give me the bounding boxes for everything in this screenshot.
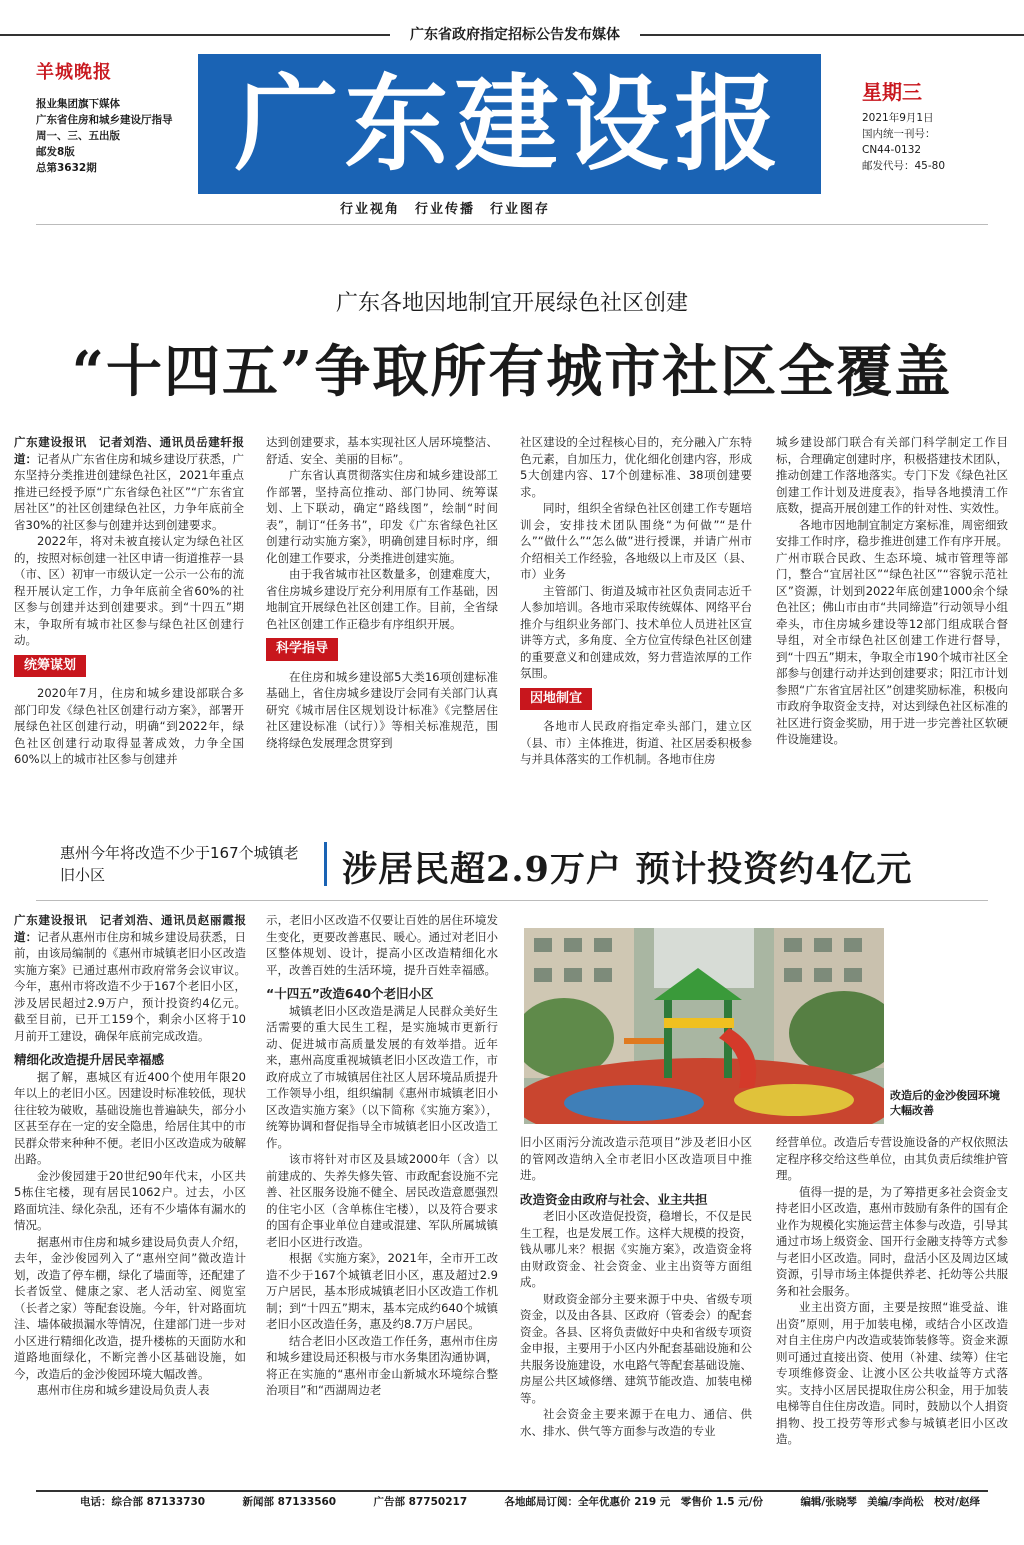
masthead-slogan: 行业视角 行业传播 行业图存 — [340, 202, 551, 217]
paragraph: 在住房和城乡建设部5大类16项创建标准基础上，省住房城乡建设厅会同有关部门认真研究《城市居住区规划设计标准》《完整居住社区建设标准（试行）》等相关标准规范，围绕将绿色发展理念贯穿到 — [266, 669, 498, 750]
issue-date: 2021年9月1日 — [862, 112, 934, 124]
paragraph: 金沙俊园建于20世纪90年代末，小区共5栋住宅楼，现有居民1062户。过去，小区路面坑洼、绿化杂乱，还有不少墙体有漏水的情况。 — [14, 1168, 246, 1232]
weekday: 星期三 — [862, 80, 922, 104]
section-tag: 因地制宜 — [520, 688, 592, 711]
section-tag: 统筹谋划 — [14, 655, 86, 678]
footer-ads: 广告部 87750217 — [373, 1496, 468, 1508]
meta-line: 广东省住房和城乡建设厅指导 — [36, 114, 173, 126]
footer-news: 新闻部 87133560 — [242, 1496, 337, 1508]
meta-line: 总第3632期 — [36, 162, 97, 174]
paragraph: 值得一提的是，为了筹措更多社会资金支持老旧小区改造，惠州市鼓励有条件的国有企业作为规模化实施运营主体参与改造，引导其通过市场上级资金、国开行金融支持等方式参与老旧小区改造。同时，盘活小区及周边区域资源，引导市场主体提供养老、托幼等公共服务和社会服务。 — [776, 1184, 1008, 1298]
article1-col1 — [14, 434, 244, 768]
paragraph: 城乡建设部门联合有关部门科学制定工作目标，合理确定创建时序，积极搭建技术团队，推动创建工作落地落实。专门下发《绿色社区创建工作计划及进度表》，指导各地摸清工作底数，提高开展创建工作的针对性、实效性。 — [776, 435, 1008, 515]
photo-caption: 改造后的金沙俊园环境大幅改善 — [890, 1089, 1000, 1117]
kicker-divider — [324, 842, 327, 886]
footer-editors: 编辑/张晓琴 美编/李尚松 校对/赵绎 — [800, 1496, 980, 1508]
paragraph: 记者从惠州市住房和城乡建设局获悉，日前，由该局编制的《惠州市城镇老旧小区改造实施方案》已通过惠州市政府常务会议审议。今年，惠州市将改造不少于167个老旧小区，涉及居民超过2.9万户，预计投资约4亿元。截至目前，已开工159个，剩余小区将于10月前开工建设，确保年底前完成改造。 — [14, 929, 247, 1043]
header-divider — [36, 224, 988, 225]
subhead: “十四五”改造640个老旧小区 — [266, 986, 434, 1001]
article1-col4 — [776, 434, 1008, 748]
left-meta — [36, 96, 206, 176]
article2-col2 — [266, 912, 498, 1399]
paragraph: 结合老旧小区改造工作任务，惠州市住房和城乡建设局还积极与市水务集团沟通协调，将正在实施的“惠州市金山新城水环境综合整治项目”和“西湖周边老 — [266, 1333, 498, 1397]
paragraph: 由于我省城市社区数量多，创建难度大，省住房城乡建设厅充分利用原有工作基础，因地制宜开展绿色社区创建工作。目前，全省绿色社区创建工作正稳步有序组织开展。 — [266, 567, 498, 631]
footer-rule — [36, 1490, 988, 1492]
article2-col4 — [776, 1134, 1008, 1448]
paragraph: 经营单位。改造后专营设施设备的产权依照法定程序移交给这些单位，由其负责后续维护管理。 — [776, 1135, 1008, 1182]
section-tag: 科学指导 — [266, 638, 338, 661]
paragraph: 该市将针对市区及县域2000年（含）以前建成的、失养失修失管、市政配套设施不完善、社区服务设施不健全、居民改造意愿强烈的住宅小区（含单栋住宅楼），以及符合要求的国有企事业单位自建或混建、军队所属城镇老旧小区进行改造。 — [266, 1152, 498, 1249]
paragraph: 据了解，惠城区有近400个使用年限20年以上的老旧小区。因建设时标准较低，现状往往较为破败，基础设施也普遍缺失，部分小区甚至存在一定的安全隐患，给居住其中的市民群众带来种种不便。老旧小区改造成为破解出路。 — [14, 1069, 246, 1166]
paragraph: 广东省认真贯彻落实住房和城乡建设部工作部署，坚持高位推动、部门协同、统筹谋划、上下联动，确定“路线图”，绘制“时间表”，制订“任务书”，印发《广东省绿色社区创建行动实施方案》，明确创建目标时序，细化创建工作要求，分类推进创建实施。 — [266, 468, 498, 565]
paragraph: 城镇老旧小区改造是满足人民群众美好生活需要的重大民生工程，是实施城市更新行动、促进城市高质量发展的有效举措。近年来，惠州高度重视城镇老旧小区改造工作，市政府成立了市城镇居住社区人居环境品质提升工作领导小组，组织编制《惠州市城镇老旧小区改造实施方案》（以下简称《实施方案》），统筹协调和督促指导全市城镇老旧小区改造工作。 — [266, 1003, 498, 1150]
footer-subscribe: 各地邮局订阅：全年优惠价 219 元 零售价 1.5 元/份 — [504, 1496, 764, 1508]
paragraph: 根据《实施方案》，2021年，全市开工改造不少于167个城镇老旧小区，惠及超过2.9万户居民，基本形成城镇老旧小区改造工作机制；到“十四五”期末，基本完成约640个城镇老旧小区改造任务，惠及约8.7万户居民。 — [266, 1251, 498, 1331]
footer-phone: 电话：综合部 87133730 — [80, 1496, 206, 1508]
subhead: 精细化改造提升居民幸福感 — [14, 1052, 165, 1067]
paragraph: 2020年7月，住房和城乡建设部联合多部门印发《绿色社区创建行动方案》，部署开展绿色社区创建行动，明确“到2022年，绿色社区创建行动取得显著成效，力争全国60%以上的城市社区参与创建并 — [14, 686, 244, 766]
meta-line: 邮发8版 — [36, 146, 75, 158]
playground-photo — [524, 928, 884, 1124]
meta-line: 周一、三、五出版 — [36, 130, 120, 142]
byline: 广东建设报讯 记者刘浩、通讯员赵丽霞报道： — [14, 913, 246, 944]
meta-line: CN44-0132 — [862, 144, 922, 156]
paragraph: 2022年，将对未被直接认定为绿色社区的，按照对标创建一社区申请一街道推荐一县（市、区）初审一市级认定一公示一公布的流程开展认定工作，力争年底前全省60%的社区参与创建并达到创建要求。到“十四五”期末，争取所有城市社区参与绿色社区创建行动。 — [14, 534, 244, 647]
paragraph: 各地市因地制宜制定方案标准，周密细致安排工作时序，稳步推进创建工作有序开展。广州市联合民政、生态环境、城市管理等部门，整合“宜居社区”“绿色社区”“容貌示范社区”资源，计划到2022年底创建1000余个绿色社区；佛山市由市“共同缔造”行动领导小组牵头，市住房城乡建设等12部门组成联合督导组，对全市绿色社区创建工作进行督导，到“十四五”期末，争取全市190个城市社区全部参与创建行动并达到创建要求；阳江市计划参照“广东省宜居社区”创建奖励标准，积极向市政府争取资金支持，对达到绿色社区标准的社区进行资金奖励，用于进一步完善社区软硬件设施建设。 — [776, 517, 1008, 746]
top-slogan: 广东省政府指定招标公告发布媒体 — [390, 24, 640, 46]
paragraph: 同时，组织全省绿色社区创建工作专题培训会，安排技术团队围绕“为何做”“是什么”“做什么”“怎么做”进行授课，并请广州市介绍相关工作经验，各地级以上市及区（县、市）业务 — [520, 501, 752, 581]
paragraph: 财政资金部分主要来源于中央、省级专项资金，以及由各县、区政府（管委会）的配套资金。各县、区将负责做好中央和省级专项资金申报，主要用于小区内外配套基础设施和公共服务设施建设，水电路气等配套基础设施、房屋公共区域修缮、建筑节能改造、加装电梯等。 — [520, 1291, 752, 1405]
right-meta — [862, 110, 1002, 174]
meta-line: 报业集团旗下媒体 — [36, 98, 120, 110]
paragraph: 示，老旧小区改造不仅要让百姓的居住环境发生变化，更要改善惠民、暖心。通过对老旧小区整体规划、设计，提高小区改造精细化水平，改善百姓的生活环境，提升百姓幸福感。 — [266, 913, 498, 977]
paragraph: 老旧小区改造促投资，稳增长，不仅是民生工程，也是发展工作。这样大规模的投资，钱从哪儿来？根据《实施方案》，改造资金将由财政资金、社会资金、业主出资等方面组成。 — [520, 1209, 752, 1289]
byline: 广东建设报讯 记者刘浩、通讯员岳建轩报道： — [14, 435, 244, 466]
paragraph: 各地市人民政府指定牵头部门，建立区（县、市）主体推进，街道、社区居委积极参与并具体落实的工作机制。各地市住房 — [520, 719, 752, 766]
meta-line: 国内统一刊号： — [862, 128, 936, 140]
playground-illustration — [524, 928, 884, 1124]
article2-headline: 涉居民超2.9万户 预计投资约4亿元 — [342, 849, 913, 890]
paragraph: 社会资金主要来源于在电力、通信、供水、排水、供气等方面参与改造的专业 — [520, 1407, 752, 1438]
article2-kicker: 惠州今年将改造不少于167个城镇老旧小区 — [60, 844, 299, 884]
article1-kicker: 广东各地因地制宜开展绿色社区创建 — [335, 291, 688, 316]
article1-col3 — [520, 434, 752, 768]
article1-headline: “十四五”争取所有城市社区全覆盖 — [71, 339, 953, 405]
meta-line: 邮发代号：45-80 — [862, 160, 946, 172]
paragraph: 旧小区雨污分流改造示范项目”涉及老旧小区的管网改造纳入全市老旧小区改造项目中推进。 — [520, 1135, 752, 1182]
article2-col1 — [14, 912, 246, 1399]
section-rule — [36, 900, 988, 901]
paragraph: 达到创建要求，基本实现社区人居环境整洁、舒适、安全、美丽的目标”。 — [266, 435, 498, 466]
article1-col2 — [266, 434, 498, 751]
paragraph: 记者从广东省住房和城乡建设厅获悉，广东坚持分类推进创建绿色社区，2021年重点推进已经授予原“广东省绿色社区”“广东省宜居社区”的社区创建绿色社区，力争年底前全省30%的社区参与创建并达到创建要求。 — [14, 451, 244, 532]
subhead: 改造资金由政府与社会、业主共担 — [520, 1191, 708, 1207]
article2-col3 — [520, 1134, 752, 1439]
paragraph: 惠州市住房和城乡建设局负责人表 — [37, 1383, 210, 1397]
paragraph: 社区建设的全过程核心目的，充分融入广东特色元素，自加压力，优化细化创建内容，形成5大创建内容、17个创建标准、38项创建要求。 — [520, 435, 752, 499]
paragraph: 业主出资方面，主要是按照“谁受益、谁出资”原则，用于加装电梯，或结合小区改造对自主住房户内改造或装饰装修等。资金来源则可通过直接出资、使用（补建、续筹）住宅专项维修资金、让渡小区公共收益等方式落实。支持小区居民提取住房公积金，用于加装电梯等自住住房改造。同时，鼓励以个人捐资捐物、投工投劳等形式参与城镇老旧小区改造。 — [776, 1300, 1008, 1446]
paragraph: 据惠州市住房和城乡建设局负责人介绍，去年，金沙俊园列入了“惠州空间”微改造计划，改造了停车棚，绿化了墙面等，还配建了长者饭堂、健康之家、老人活动室、阅览室（长者之家）等配套设施。今年，针对路面坑洼、墙体破损漏水等情况，住建部门进一步对小区进行精细化改造，提升楼栋的天面防水和道路地面绿化，不断完善小区基础设施，如今，改造后的金沙俊园环境大幅改善。 — [14, 1234, 246, 1381]
masthead-title: 广东建设报 — [234, 62, 785, 185]
ycwb-logo: 羊城晚报 — [36, 62, 112, 83]
footer — [80, 1494, 980, 1509]
paragraph: 主管部门、街道及城市社区负责同志近千人参加培训。各地市采取传统媒体、网络平台推介与组织业务部门、技术单位人员进社区宣讲等方式，多角度、全方位宣传绿色社区创建的重要意义和创建成效，努力营造浓厚的工作氛围。 — [520, 583, 752, 680]
